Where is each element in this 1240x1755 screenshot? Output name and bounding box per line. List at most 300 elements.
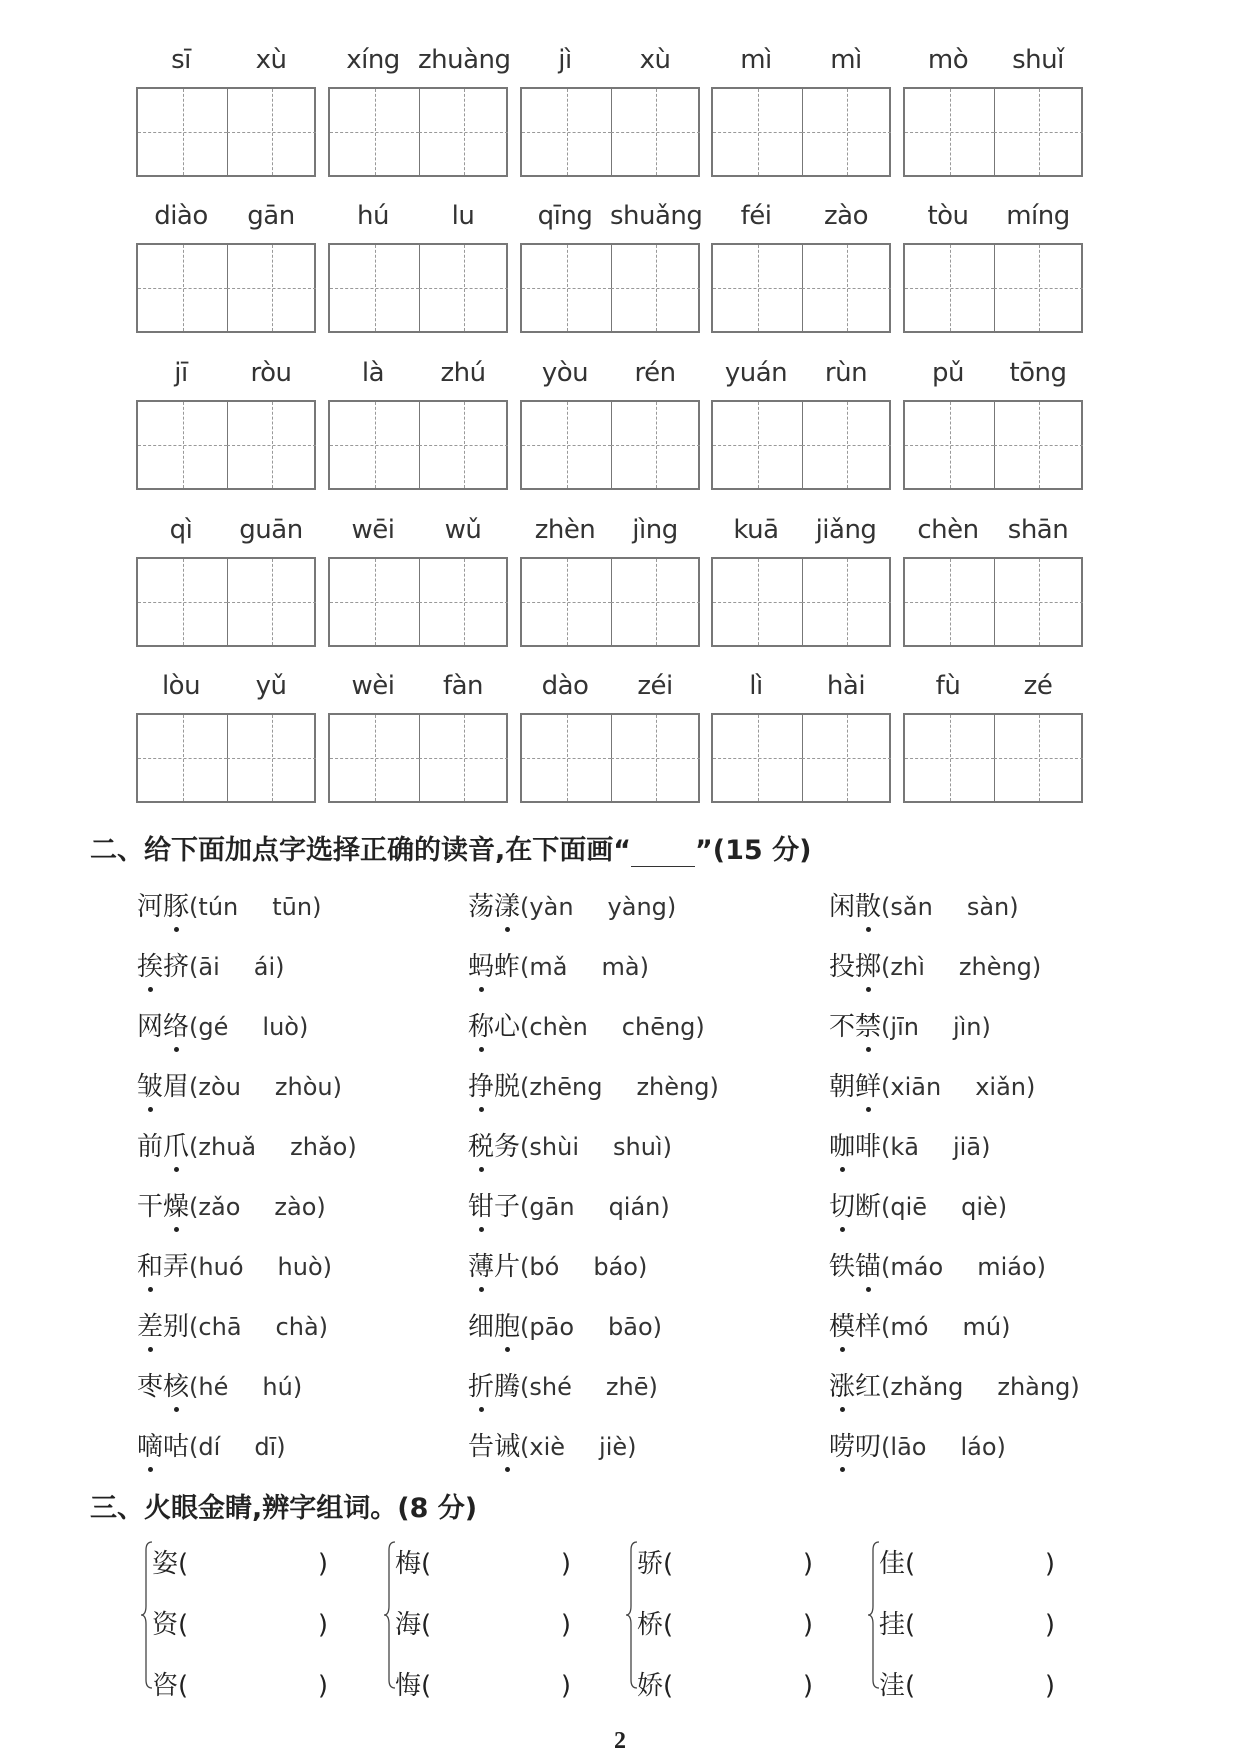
writing-cell[interactable]: [138, 715, 228, 801]
option-a[interactable]: chèn: [529, 1013, 588, 1041]
word-char: 不: [829, 1012, 856, 1042]
guide-line: [419, 445, 508, 446]
guide-line: [802, 445, 891, 446]
tian-grid-box: [903, 557, 1083, 647]
writing-cell[interactable]: [994, 559, 1083, 645]
pinyin-label: xù: [639, 45, 671, 75]
tian-grid-box: [328, 557, 508, 647]
writing-cell[interactable]: [611, 402, 700, 488]
word-group: [328, 173, 509, 333]
word-char: 鲜: [855, 1066, 881, 1103]
pinyin-label: zhèn: [534, 515, 596, 545]
answer-blank[interactable]: ( ): [905, 1549, 1056, 1579]
grid-row: [136, 330, 1096, 490]
writing-cell[interactable]: [138, 245, 228, 331]
pronunciation-item: 铁锚(máo miáo): [829, 1246, 1046, 1283]
pronunciation-item: 枣核(hé hú): [137, 1366, 302, 1403]
guide-line: [419, 602, 508, 603]
option-b[interactable]: mú: [962, 1313, 1002, 1341]
word-group: [903, 330, 1084, 490]
base-char: 挂: [879, 1610, 906, 1640]
option-b[interactable]: qiè: [961, 1193, 998, 1221]
pinyin-label: shuǎng: [610, 201, 703, 231]
writing-cell[interactable]: [419, 402, 508, 488]
word-char: 嘀: [137, 1426, 163, 1463]
answer-blank[interactable]: ( ): [421, 1610, 572, 1640]
guide-line: [138, 445, 227, 446]
base-char: 咨: [152, 1671, 179, 1701]
guide-line: [330, 602, 419, 603]
pinyin-label: wēi: [351, 515, 395, 545]
option-b[interactable]: bāo: [608, 1313, 653, 1341]
option-b[interactable]: zào: [274, 1193, 317, 1221]
option-b[interactable]: jiā: [953, 1133, 982, 1161]
word-char: 蚱: [494, 952, 521, 982]
word-char: 叨: [855, 1432, 882, 1462]
option-b[interactable]: tūn: [272, 893, 313, 921]
word-group: [136, 330, 317, 490]
writing-cell[interactable]: [994, 245, 1083, 331]
pronunciation-item: 薄片(bó báo): [468, 1246, 647, 1283]
guide-line: [330, 288, 419, 289]
writing-cell[interactable]: [713, 559, 803, 645]
option-b[interactable]: mà: [601, 953, 640, 981]
pronunciation-item: 钳子(gān qián): [468, 1186, 670, 1223]
writing-cell[interactable]: [611, 89, 700, 175]
guide-line: [713, 132, 802, 133]
writing-cell[interactable]: [227, 89, 316, 175]
word-char: 掷: [855, 946, 881, 983]
word-char: 务: [494, 1132, 521, 1162]
word-char: 咖: [829, 1126, 855, 1163]
option-b[interactable]: shuì: [613, 1133, 663, 1161]
guide-line: [994, 602, 1083, 603]
word-char: 前: [137, 1132, 164, 1162]
writing-cell[interactable]: [802, 402, 891, 488]
option-a[interactable]: dí: [198, 1433, 221, 1461]
word-group: [903, 173, 1084, 333]
guide-line: [713, 602, 802, 603]
word-char: 告: [468, 1432, 495, 1462]
option-a[interactable]: āi: [198, 953, 220, 981]
option-a[interactable]: jīn: [890, 1013, 919, 1041]
option-a[interactable]: zhuǎ: [198, 1133, 257, 1161]
writing-cell[interactable]: [713, 715, 803, 801]
guide-line: [138, 602, 227, 603]
guide-line: [802, 758, 891, 759]
tian-grid-box: [520, 400, 700, 490]
word-char: 红: [855, 1372, 882, 1402]
pinyin-label: jì: [558, 45, 572, 75]
pinyin-label: dào: [541, 671, 589, 701]
word-char: 薄: [468, 1246, 494, 1283]
word-char: 核: [163, 1366, 189, 1403]
word-build-item: [395, 1665, 571, 1702]
tian-grid-box: [711, 243, 891, 333]
pinyin-label: mì: [830, 45, 862, 75]
word-build-item: [395, 1543, 571, 1580]
word-char: 差: [137, 1306, 163, 1343]
guide-line: [419, 132, 508, 133]
pinyin-label: qīng: [537, 201, 593, 231]
option-a[interactable]: xiè: [529, 1433, 566, 1461]
guide-line: [611, 758, 700, 759]
word-char: 钳: [468, 1186, 494, 1223]
writing-cell[interactable]: [994, 715, 1083, 801]
option-a[interactable]: yàn: [529, 893, 574, 921]
pronunciation-item: 嘀咕(dí dī): [137, 1426, 286, 1463]
word-group: [136, 173, 317, 333]
option-a[interactable]: shé: [529, 1373, 572, 1401]
base-char: 桥: [637, 1610, 664, 1640]
pinyin-label: rùn: [824, 358, 868, 388]
guide-line: [138, 288, 227, 289]
word-group: [711, 173, 892, 333]
guide-line: [802, 132, 891, 133]
answer-blank[interactable]: ( ): [178, 1610, 329, 1640]
guide-line: [419, 758, 508, 759]
pronunciation-item: 不禁(jīn jìn): [829, 1006, 991, 1043]
writing-cell[interactable]: [330, 402, 420, 488]
word-char: 胞: [494, 1306, 520, 1343]
writing-cell[interactable]: [419, 559, 508, 645]
option-b[interactable]: zhàng: [997, 1373, 1071, 1401]
option-b[interactable]: qián: [608, 1193, 661, 1221]
tian-grid-box: [711, 713, 891, 803]
option-b[interactable]: zhèng: [636, 1073, 710, 1101]
pinyin-label: zé: [1023, 671, 1053, 701]
base-char: 海: [395, 1610, 422, 1640]
pinyin-label: yǔ: [255, 671, 287, 701]
writing-cell[interactable]: [994, 89, 1083, 175]
option-a[interactable]: máo: [890, 1253, 944, 1281]
option-b[interactable]: zhǎo: [290, 1133, 348, 1161]
word-char: 闲: [829, 892, 856, 922]
writing-cell[interactable]: [905, 559, 995, 645]
word-group: [136, 17, 317, 177]
base-char: 梅: [395, 1549, 422, 1579]
word-build-item: [879, 1543, 1055, 1580]
option-b[interactable]: huò: [277, 1253, 323, 1281]
pinyin-label: zào: [824, 201, 868, 231]
option-a[interactable]: mǎ: [529, 953, 568, 981]
option-a[interactable]: lāo: [890, 1433, 927, 1461]
tian-grid-box: [711, 557, 891, 647]
option-b[interactable]: zhē: [605, 1373, 649, 1401]
pinyin-label: xù: [255, 45, 287, 75]
pronunciation-item: 告诫(xiè jiè): [468, 1426, 637, 1463]
word-group: [711, 17, 892, 177]
base-char: 悔: [395, 1671, 422, 1701]
word-group: [520, 330, 701, 490]
word-char: 豚: [163, 886, 189, 923]
writing-cell[interactable]: [138, 89, 228, 175]
writing-cell[interactable]: [713, 89, 803, 175]
word-char: 挣: [468, 1066, 494, 1103]
word-build-item: [637, 1665, 813, 1702]
writing-cell[interactable]: [611, 559, 700, 645]
option-b[interactable]: chà: [275, 1313, 319, 1341]
writing-cell[interactable]: [227, 715, 316, 801]
pinyin-label: chèn: [917, 515, 979, 545]
page-number: 2: [614, 1728, 626, 1754]
writing-cell[interactable]: [522, 559, 612, 645]
answer-blank[interactable]: ( ): [663, 1610, 814, 1640]
tian-grid-box: [328, 713, 508, 803]
guide-line: [611, 288, 700, 289]
grid-row: [136, 173, 1096, 333]
writing-cell[interactable]: [330, 715, 420, 801]
option-b[interactable]: láo: [960, 1433, 997, 1461]
option-a[interactable]: zhì: [890, 953, 925, 981]
word-group: [520, 17, 701, 177]
option-a[interactable]: kā: [890, 1133, 920, 1161]
writing-cell[interactable]: [905, 245, 995, 331]
word-char: 朝: [829, 1072, 856, 1102]
word-build-item: [395, 1604, 571, 1641]
writing-cell[interactable]: [227, 402, 316, 488]
pronunciation-item: 朝鲜(xiān xiǎn): [829, 1066, 1035, 1103]
option-a[interactable]: zhǎng: [890, 1373, 964, 1401]
pronunciation-item: 前爪(zhuǎ zhǎo): [137, 1126, 357, 1163]
writing-cell[interactable]: [227, 245, 316, 331]
word-char: 唠: [829, 1426, 855, 1463]
answer-blank[interactable]: ( ): [663, 1549, 814, 1579]
pronunciation-item: 荡漾(yàn yàng): [468, 886, 676, 923]
pinyin-label: jìng: [632, 515, 678, 545]
tian-grid-box: [136, 400, 316, 490]
answer-blank[interactable]: ( ): [663, 1671, 814, 1701]
base-char: 洼: [879, 1671, 906, 1701]
word-char: 啡: [855, 1132, 882, 1162]
option-a[interactable]: tún: [198, 893, 239, 921]
option-a[interactable]: xiān: [890, 1073, 942, 1101]
word-char: 皱: [137, 1066, 163, 1103]
underline-sample: [631, 842, 695, 867]
pinyin-label: guān: [239, 515, 303, 545]
word-char: 片: [494, 1252, 521, 1282]
writing-cell[interactable]: [522, 715, 612, 801]
word-char: 干: [137, 1192, 164, 1222]
word-group: [711, 330, 892, 490]
grid-row: [136, 17, 1096, 177]
guide-line: [227, 758, 316, 759]
option-b[interactable]: báo: [593, 1253, 638, 1281]
word-group: [328, 17, 509, 177]
option-a[interactable]: huó: [198, 1253, 244, 1281]
base-char: 资: [152, 1610, 179, 1640]
option-b[interactable]: yàng: [607, 893, 667, 921]
writing-cell[interactable]: [905, 715, 995, 801]
word-char: 弄: [163, 1252, 190, 1282]
section2-heading: 二、给下面加点字选择正确的读音,在下面画“ ”(15 分): [90, 835, 812, 866]
guide-line: [227, 132, 316, 133]
answer-blank[interactable]: ( ): [905, 1610, 1056, 1640]
tian-grid-box: [711, 400, 891, 490]
writing-cell[interactable]: [330, 89, 420, 175]
word-char: 禁: [855, 1006, 881, 1043]
writing-cell[interactable]: [611, 245, 700, 331]
option-b[interactable]: jìn: [952, 1013, 982, 1041]
option-b[interactable]: xiǎn: [975, 1073, 1026, 1101]
option-a[interactable]: mó: [890, 1313, 929, 1341]
pronunciation-item: 细胞(pāo bāo): [468, 1306, 662, 1343]
pronunciation-item: 河豚(tún tūn): [137, 886, 321, 923]
pinyin-label: tòu: [927, 201, 969, 231]
pinyin-label: wǔ: [444, 515, 482, 545]
option-a[interactable]: zǎo: [198, 1193, 241, 1221]
pinyin-label: fù: [935, 671, 961, 701]
tian-grid-box: [136, 557, 316, 647]
option-a[interactable]: chā: [198, 1313, 242, 1341]
base-char: 佳: [879, 1549, 906, 1579]
pronunciation-item: 和弄(huó huò): [137, 1246, 332, 1283]
writing-cell[interactable]: [713, 245, 803, 331]
pinyin-label: tōng: [1009, 358, 1067, 388]
option-b[interactable]: zhèng: [958, 953, 1032, 981]
tian-grid-box: [136, 713, 316, 803]
word-char: 别: [163, 1312, 190, 1342]
pinyin-label: zhuàng: [418, 45, 511, 75]
guide-line: [611, 445, 700, 446]
option-a[interactable]: zhēng: [529, 1073, 603, 1101]
option-a[interactable]: gān: [529, 1193, 575, 1221]
tian-grid-box: [903, 400, 1083, 490]
option-a[interactable]: zòu: [198, 1073, 241, 1101]
guide-line: [994, 445, 1083, 446]
writing-cell[interactable]: [522, 402, 612, 488]
pronunciation-item: 税务(shùi shuì): [468, 1126, 672, 1163]
option-b[interactable]: zhòu: [274, 1073, 333, 1101]
option-a[interactable]: bó: [529, 1253, 560, 1281]
guide-line: [138, 132, 227, 133]
word-build-item: [152, 1604, 328, 1641]
word-char: 子: [494, 1192, 521, 1222]
answer-blank[interactable]: ( ): [421, 1549, 572, 1579]
writing-cell[interactable]: [227, 559, 316, 645]
grid-row: [136, 487, 1096, 647]
tian-grid-box: [520, 243, 700, 333]
answer-blank[interactable]: ( ): [421, 1671, 572, 1701]
option-b[interactable]: jiè: [599, 1433, 628, 1461]
writing-cell[interactable]: [802, 89, 891, 175]
answer-blank[interactable]: ( ): [178, 1549, 329, 1579]
tian-grid-box: [520, 87, 700, 177]
guide-line: [138, 758, 227, 759]
option-b[interactable]: ái: [253, 953, 276, 981]
answer-blank[interactable]: ( ): [178, 1671, 329, 1701]
word-char: 心: [494, 1012, 521, 1042]
writing-cell[interactable]: [419, 245, 508, 331]
pinyin-label: mì: [740, 45, 772, 75]
word-group: [136, 643, 317, 803]
pronunciation-item: 差别(chā chà): [137, 1306, 328, 1343]
option-a[interactable]: shùi: [529, 1133, 579, 1161]
writing-cell[interactable]: [994, 402, 1083, 488]
pinyin-label: gān: [247, 201, 295, 231]
section3-heading: 三、火眼金睛,辨字组词。(8 分): [90, 1493, 478, 1524]
word-build-item: [879, 1604, 1055, 1641]
word-char: 荡: [468, 892, 495, 922]
pinyin-label: zhú: [440, 358, 486, 388]
option-b[interactable]: sàn: [966, 893, 1010, 921]
guide-line: [994, 758, 1083, 759]
option-b[interactable]: hú: [262, 1373, 293, 1401]
pinyin-label: lì: [749, 671, 763, 701]
writing-cell[interactable]: [522, 89, 612, 175]
option-b[interactable]: dī: [254, 1433, 277, 1461]
writing-cell[interactable]: [522, 245, 612, 331]
guide-line: [802, 288, 891, 289]
option-a[interactable]: sǎn: [890, 893, 933, 921]
option-b[interactable]: chēng: [621, 1013, 696, 1041]
writing-cell[interactable]: [138, 402, 228, 488]
word-char: 投: [829, 952, 856, 982]
answer-blank[interactable]: ( ): [905, 1671, 1056, 1701]
pronunciation-item: 闲散(sǎn sàn): [829, 886, 1019, 923]
writing-cell[interactable]: [330, 245, 420, 331]
word-group: [328, 330, 509, 490]
writing-cell[interactable]: [802, 245, 891, 331]
pinyin-label: qì: [169, 515, 193, 545]
word-build-item: [152, 1665, 328, 1702]
guide-line: [994, 132, 1083, 133]
word-char: 挤: [163, 952, 190, 982]
pronunciation-item: 网络(gé luò): [137, 1006, 308, 1043]
word-group: [903, 643, 1084, 803]
word-char: 称: [468, 1006, 494, 1043]
word-char: 脱: [494, 1072, 521, 1102]
guide-line: [522, 132, 611, 133]
writing-cell[interactable]: [802, 715, 891, 801]
writing-cell[interactable]: [138, 559, 228, 645]
writing-cell[interactable]: [330, 559, 420, 645]
guide-line: [522, 602, 611, 603]
tian-grid-box: [903, 713, 1083, 803]
guide-line: [905, 602, 994, 603]
word-char: 样: [855, 1312, 882, 1342]
pinyin-label: rén: [634, 358, 676, 388]
writing-cell[interactable]: [802, 559, 891, 645]
writing-cell[interactable]: [611, 715, 700, 801]
word-char: 涨: [829, 1366, 855, 1403]
writing-cell[interactable]: [713, 402, 803, 488]
pinyin-label: jī: [174, 358, 188, 388]
tian-grid-box: [328, 87, 508, 177]
word-build-item: [879, 1665, 1055, 1702]
pronunciation-item: 皱眉(zòu zhòu): [137, 1066, 342, 1103]
option-a[interactable]: gé: [198, 1013, 229, 1041]
pinyin-label: ròu: [250, 358, 292, 388]
pronunciation-item: 咖啡(kā jiā): [829, 1126, 990, 1163]
word-char: 爪: [163, 1126, 189, 1163]
pronunciation-item: 切断(qiē qiè): [829, 1186, 1007, 1223]
option-b[interactable]: miáo: [977, 1253, 1037, 1281]
word-build-item: [637, 1543, 813, 1580]
guide-line: [522, 758, 611, 759]
writing-cell[interactable]: [419, 715, 508, 801]
word-char: 税: [468, 1126, 494, 1163]
base-char: 娇: [637, 1671, 664, 1701]
guide-line: [802, 602, 891, 603]
option-a[interactable]: hé: [198, 1373, 229, 1401]
option-b[interactable]: luò: [262, 1013, 299, 1041]
writing-cell[interactable]: [905, 402, 995, 488]
writing-cell[interactable]: [419, 89, 508, 175]
option-a[interactable]: pāo: [529, 1313, 575, 1341]
writing-cell[interactable]: [905, 89, 995, 175]
option-a[interactable]: qiē: [890, 1193, 928, 1221]
